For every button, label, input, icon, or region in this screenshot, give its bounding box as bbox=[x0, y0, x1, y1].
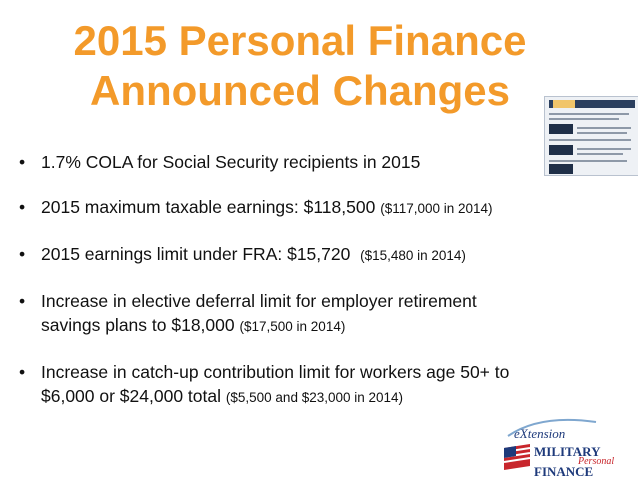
bullet-text-line-1: Increase in elective deferral limit for employer retirement bbox=[41, 291, 477, 311]
bullet-note: ($5,500 and $23,000 in 2014) bbox=[225, 390, 404, 405]
bullet-elective-deferral bbox=[16, 289, 626, 339]
title-line-1: 2015 Personal Finance bbox=[73, 17, 527, 64]
title-line-2: Announced Changes bbox=[89, 67, 511, 114]
bullet-dot: • bbox=[19, 291, 26, 311]
bullet-dot: • bbox=[19, 244, 26, 264]
logo-word-finance: FINANCE bbox=[534, 464, 594, 479]
bullet-dot: • bbox=[19, 152, 26, 172]
logo-word-extension: eXtension bbox=[514, 426, 566, 441]
bullet-note: ($117,000 in 2014) bbox=[380, 201, 493, 216]
bullet-taxable-earnings bbox=[16, 195, 626, 221]
bullet-dot: • bbox=[19, 362, 26, 382]
bullet-text: 1.7% COLA for Social Security recipients in 2015 bbox=[41, 152, 421, 172]
extension-military-finance-logo bbox=[500, 408, 638, 479]
bullet-cola bbox=[16, 150, 626, 174]
bullet-list bbox=[16, 150, 626, 410]
bullet-note: ($15,480 in 2014) bbox=[360, 248, 466, 263]
bullet-earnings-limit bbox=[16, 242, 626, 268]
logo-word-military: MILITARY bbox=[534, 444, 601, 459]
bullet-text-line-2: $6,000 or $24,000 total bbox=[41, 386, 222, 406]
bullet-dot: • bbox=[19, 197, 26, 217]
bullet-catch-up bbox=[16, 360, 626, 410]
bullet-note: ($17,500 in 2014) bbox=[239, 319, 346, 334]
bullet-text: 2015 earnings limit under FRA: $15,720 bbox=[41, 244, 351, 264]
bullet-text: 2015 maximum taxable earnings: $118,500 bbox=[41, 197, 376, 217]
slide-title bbox=[40, 16, 560, 116]
bullet-text-line-1: Increase in catch-up contribution limit for workers age 50+ to bbox=[41, 362, 510, 382]
logo-word-personal: Personal bbox=[578, 456, 615, 467]
bullet-text-line-2: savings plans to $18,000 bbox=[41, 315, 235, 335]
